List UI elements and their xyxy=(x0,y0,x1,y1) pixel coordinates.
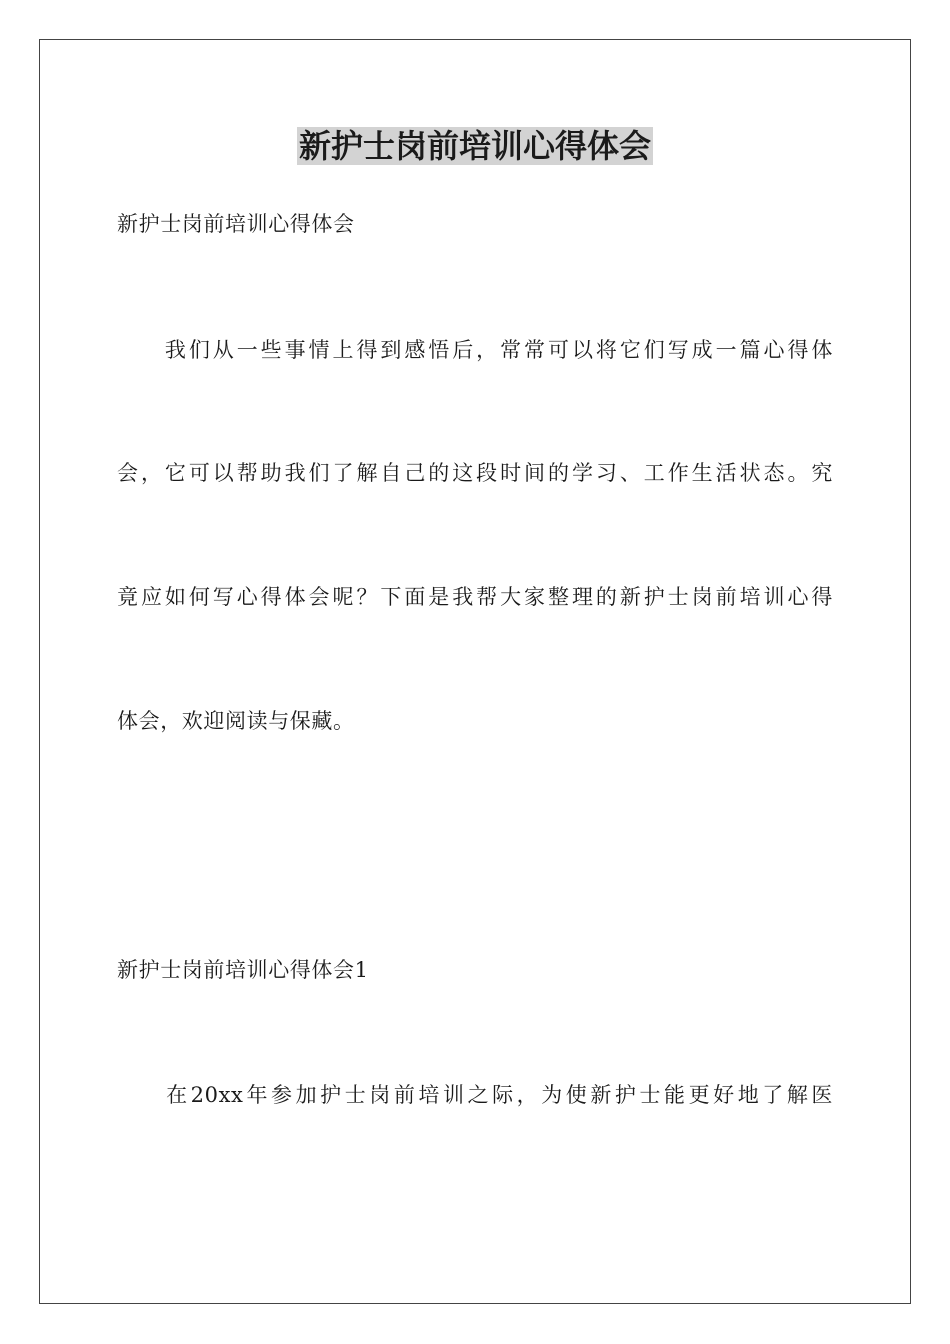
intro-line-3: 竟应如何写心得体会呢？下面是我帮大家整理的新护士岗前培训心得 xyxy=(117,585,833,609)
document-title xyxy=(0,124,950,168)
intro-line-1: 我们从一些事情上得到感悟后，常常可以将它们写成一篇心得体 xyxy=(117,338,833,362)
intro-line-2: 会，它可以帮助我们了解自己的这段时间的学习、工作生活状态。究 xyxy=(117,461,833,485)
section-line-1: 在20xx年参加护士岗前培训之际，为使新护士能更好地了解医 xyxy=(117,1083,833,1107)
document-subtitle: 新护士岗前培训心得体会 xyxy=(117,212,355,236)
intro-line-4: 体会，欢迎阅读与保藏。 xyxy=(117,709,355,733)
section-heading: 新护士岗前培训心得体会1 xyxy=(117,958,369,982)
document-title-text: 新护士岗前培训心得体会 xyxy=(298,127,651,165)
